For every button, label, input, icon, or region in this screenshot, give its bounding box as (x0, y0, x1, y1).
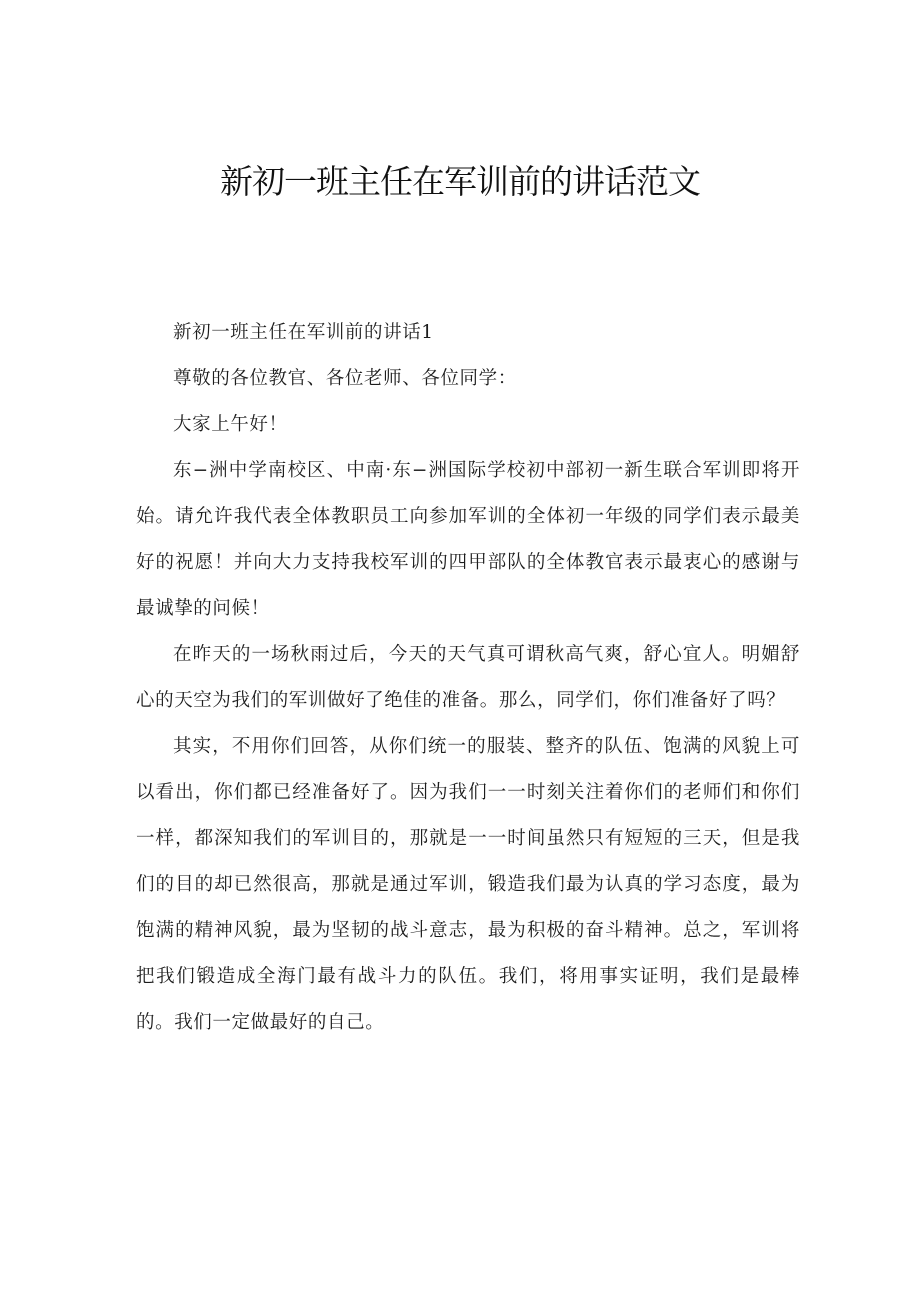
document-title: 新初一班主任在军训前的讲话范文 (220, 162, 700, 201)
salutation-paragraph: 尊敬的各位教官、各位老师、各位同学： (173, 368, 517, 389)
weather-paragraph: 在昨天的一场秋雨过后，今天的天气真可谓秋高气爽，舒心宜人。明媚舒心的天空为我们的军训做好了绝佳的准备。那么，同学们，你们准备好了吗？ (136, 644, 800, 711)
greeting-paragraph: 大家上午好！ (173, 414, 288, 435)
document-body (136, 310, 800, 1046)
speech-heading: 新初一班主任在军训前的讲话1 (173, 322, 434, 343)
purpose-paragraph: 其实，不用你们回答，从你们统一的服装、整齐的队伍、饱满的风貌上可以看出，你们都已经准备好了。因为我们一一时刻关注着你们的老师们和你们一样，都深知我们的军训目的，那就是一一时间虽然只有短短的三天，但是我们的目的却已然很高，那就是通过军训，锻造我们最为认真的学习态度，最为饱满的精神风貌，最为坚韧的战斗意志，最为积极的奋斗精神。总之，军训将把我们锻造成全海门最有战斗力的队伍。我们，将用事实证明，我们是最棒的。我们一定做最好的自己。 (136, 736, 800, 1033)
opening-paragraph: 东−洲中学南校区、中南·东−洲国际学校初中部初一新生联合军训即将开始。请允许我代表全体教职员工向参加军训的全体初一年级的同学们表示最美好的祝愿！并向大力支持我校军训的四甲部队的全体教官表示最衷心的感谢与最诚挚的问候！ (136, 460, 800, 619)
